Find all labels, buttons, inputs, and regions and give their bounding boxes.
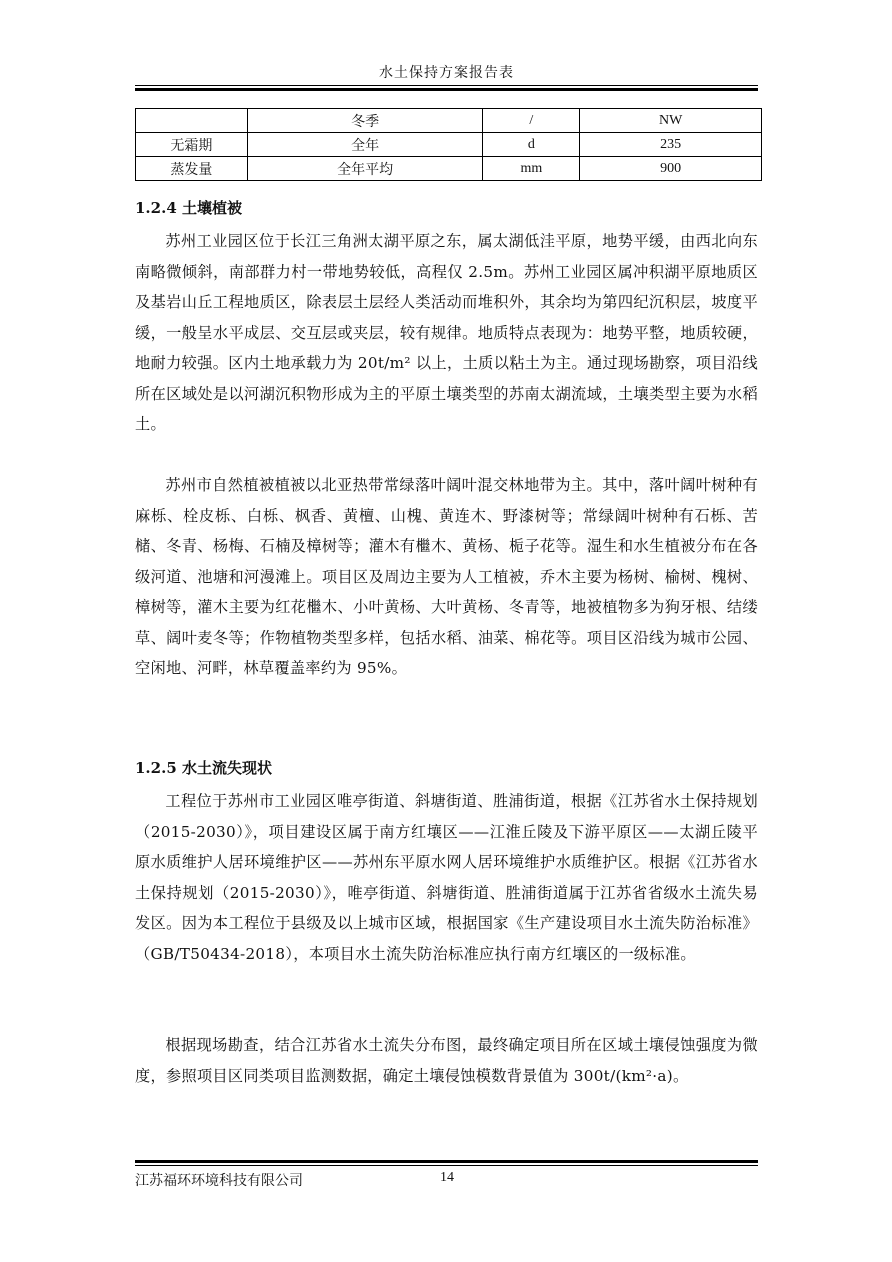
table-cell: 冬季 bbox=[247, 109, 483, 133]
climate-table bbox=[135, 108, 762, 181]
footer-rule-thick bbox=[135, 1160, 758, 1163]
table-row bbox=[136, 133, 762, 157]
header-rule-thin bbox=[135, 85, 758, 86]
paragraph-soil: 苏州工业园区位于长江三角洲太湖平原之东，属太湖低洼平原，地势平缓，由西北向东南略微倾斜，南部群力村一带地势较低，高程仅 2.5m。苏州工业园区属冲积湖平原地质区及基岩山丘工程地质区，除表层土层经人类活动而堆积外，其余均为第四纪沉积层，坡度平缓，一般呈水平成层、交互层或夹层，较有规律。地质特点表现为：地势平整，地质较硬，地耐力较强。区内土地承载力为 20t/m² 以上，土质以粘土为主。通过现场勘察，项目沿线所在区域处是以河湖沉积物形成为主的平原土壤类型的苏南太湖流域，土壤类型主要为水稻土。 bbox=[135, 232, 758, 433]
footer-rule-thin bbox=[135, 1165, 758, 1166]
table-cell: 全年平均 bbox=[247, 157, 483, 181]
section-heading-soil-vegetation: 1.2.4 土壤植被 bbox=[135, 199, 242, 217]
table-cell: 235 bbox=[580, 133, 762, 157]
table-cell: mm bbox=[483, 157, 580, 181]
paragraph-erosion-intensity: 根据现场勘查，结合江苏省水土流失分布图，最终确定项目所在区域土壤侵蚀强度为微度，参照项目区同类项目监测数据，确定土壤侵蚀模数背景值为 300t/(km²·a)。 bbox=[135, 1036, 758, 1085]
page-number: 14 bbox=[440, 1170, 454, 1185]
paragraph-vegetation: 苏州市自然植被植被以北亚热带常绿落叶阔叶混交林地带为主。其中，落叶阔叶树种有麻栎、栓皮栎、白栎、枫香、黄檀、山槐、黄连木、野漆树等；常绿阔叶树种有石栎、苦槠、冬青、杨梅、石楠及樟树等；灌木有檵木、黄杨、栀子花等。湿生和水生植被分布在各级河道、池塘和河漫滩上。项目区及周边主要为人工植被，乔木主要为杨树、榆树、槐树、樟树等，灌木主要为红花檵木、小叶黄杨、大叶黄杨、冬青等，地被植物多为狗牙根、结缕草、阔叶麦冬等；作物植物类型多样，包括水稻、油菜、棉花等。项目区沿线为城市公园、空闲地、河畔，林草覆盖率约为 95%。 bbox=[135, 476, 758, 677]
section-heading-soil-erosion: 1.2.5 水土流失现状 bbox=[135, 759, 272, 777]
paragraph-erosion-zoning: 工程位于苏州市工业园区唯亭街道、斜塘街道、胜浦街道，根据《江苏省水土保持规划（2015-2030）》，项目建设区属于南方红壤区——江淮丘陵及下游平原区——太湖丘陵平原水质维护人居环境维护区——苏州东平原水网人居环境维护水质维护区。根据《江苏省水土保持规划（2015-2030）》，唯亭街道、斜塘街道、胜浦街道属于江苏省省级水土流失易发区。因为本工程位于县级及以上城市区域，根据国家《生产建设项目水土流失防治标准》（GB/T50434-2018），本项目水土流失防治标准应执行南方红壤区的一级标准。 bbox=[135, 792, 758, 963]
table-cell: / bbox=[483, 109, 580, 133]
table-cell: 全年 bbox=[247, 133, 483, 157]
footer-company: 江苏福环环境科技有限公司 bbox=[135, 1173, 303, 1189]
table-cell: NW bbox=[580, 109, 762, 133]
table-cell: 无霜期 bbox=[136, 133, 248, 157]
table-cell: 蒸发量 bbox=[136, 157, 248, 181]
table-row bbox=[136, 109, 762, 133]
table-cell bbox=[136, 109, 248, 133]
header-rule-thick bbox=[135, 88, 758, 91]
table-cell: d bbox=[483, 133, 580, 157]
table-cell: 900 bbox=[580, 157, 762, 181]
page-header-title: 水土保持方案报告表 bbox=[379, 65, 514, 81]
table-row bbox=[136, 157, 762, 181]
